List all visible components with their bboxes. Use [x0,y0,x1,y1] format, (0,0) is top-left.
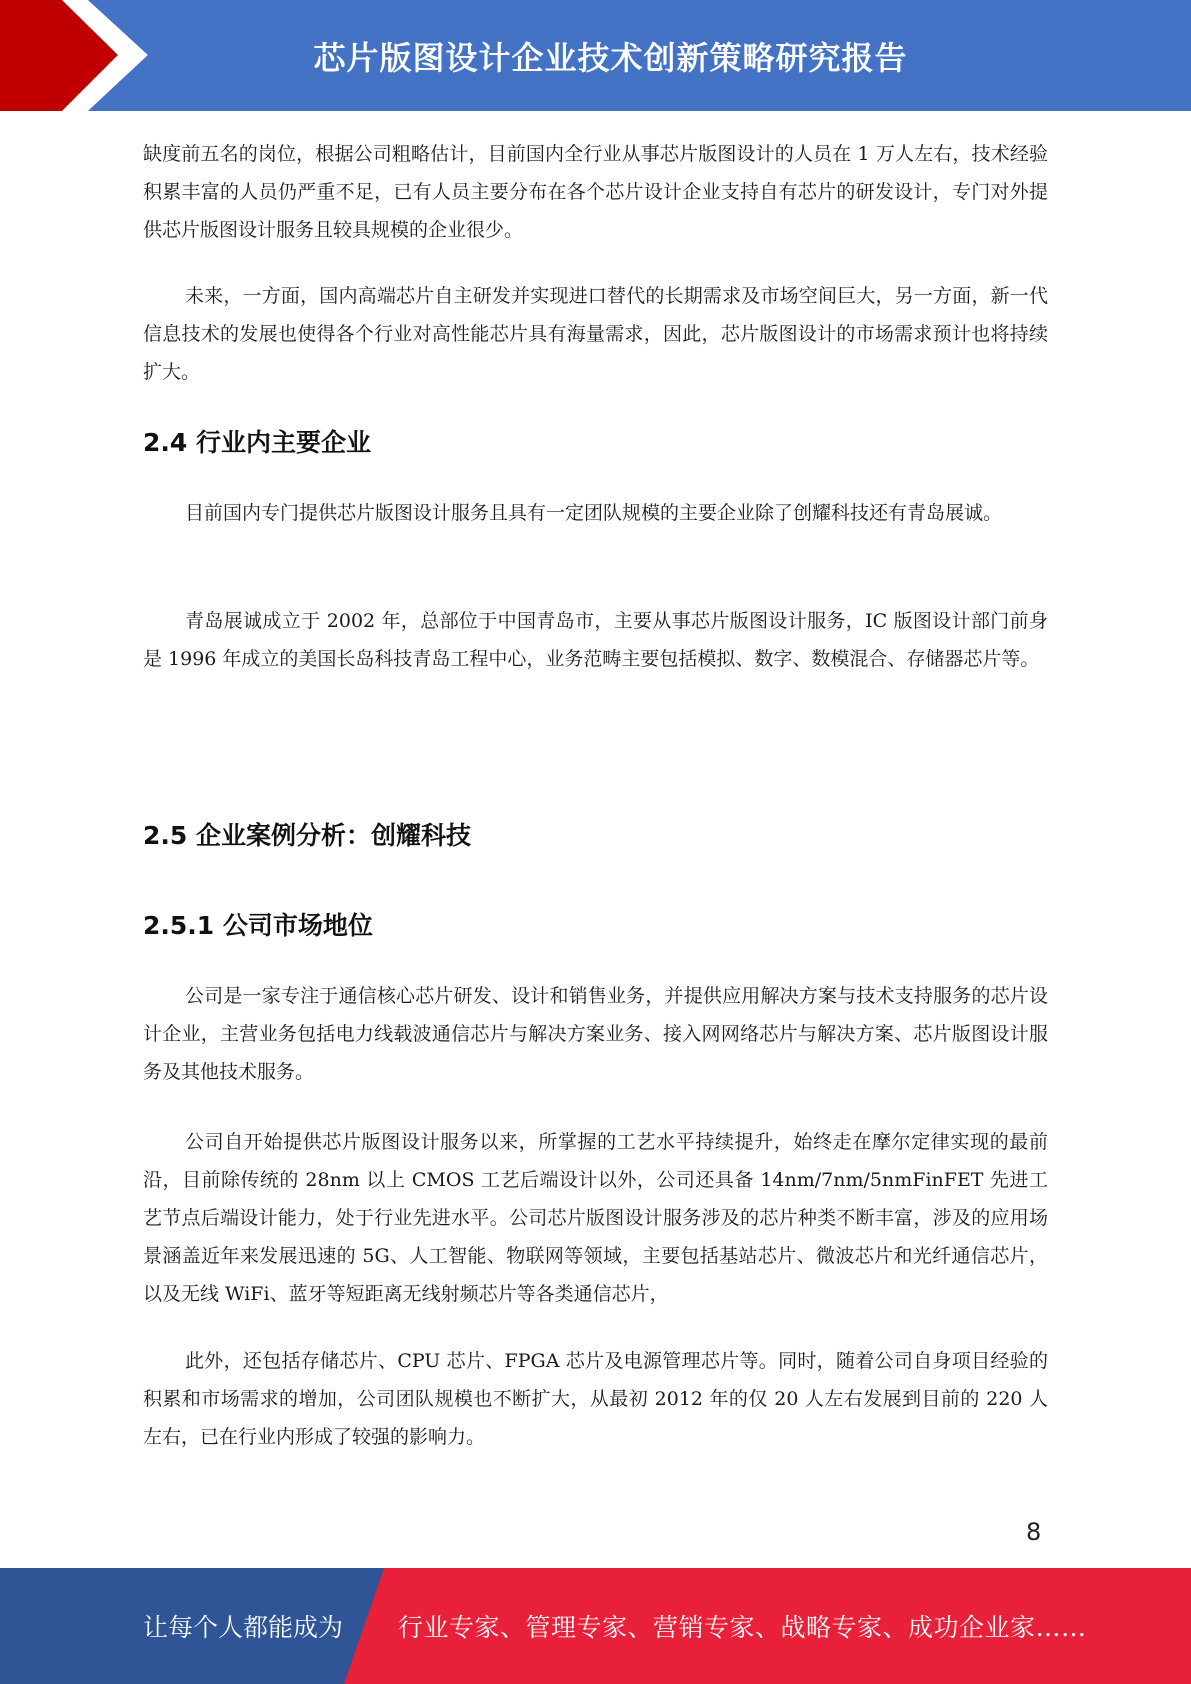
section-heading-2-4: 2.4 行业内主要企业 [143,428,371,457]
section-heading-2-5-1: 2.5.1 公司市场地位 [143,911,373,940]
header-banner [0,0,1191,111]
paragraph: 缺度前五名的岗位，根据公司粗略估计，目前国内全行业从事芯片版图设计的人员在 1 万人左右，技术经验积累丰富的人员仍严重不足，已有人员主要分布在各个芯片设计企业支持自有芯片的研发设计，专门对外提供芯片版图设计服务且较具规模的企业很少。 [143,143,1048,241]
paragraph: 此外，还包括存储芯片、CPU 芯片、FPGA 芯片及电源管理芯片等。同时，随着公司自身项目经验的积累和市场需求的增加，公司团队规模也不断扩大，从最初 2012 年的仅 20 人左右发展到目前的 220 人左右，已在行业内形成了较强的影响力。 [143,1350,1048,1448]
footer-slogan-left: 让每个人都能成为 [143,1613,344,1642]
paragraph: 公司自开始提供芯片版图设计服务以来，所掌握的工艺水平持续提升，始终走在摩尔定律实现的最前沿，目前除传统的 28nm 以上 CMOS 工艺后端设计以外，公司还具备 14nm/7nm/5nmFinFET 先进工艺节点后端设计能力，处于行业先进水平。公司芯片版图设计服务涉及的芯片种类不断丰富，涉及的应用场景涵盖近年来发展迅速的 5G、人工智能、物联网等领域，主要包括基站芯片、微波芯片和光纤通信芯片，以及无线 WiFi、蓝牙等短距离无线射频芯片等各类通信芯片， [143,1131,1048,1305]
footer-slogan-right: 行业专家、管理专家、营销专家、战略专家、成功企业家…… [398,1613,1087,1642]
paragraph: 目前国内专门提供芯片版图设计服务且具有一定团队规模的主要企业除了创耀科技还有青岛展诚。 [185,502,1003,524]
footer-banner [0,1568,1191,1684]
document-title: 芯片版图设计企业技术创新策略研究报告 [313,38,908,77]
section-heading-2-5: 2.5 企业案例分析：创耀科技 [143,821,471,850]
paragraph: 公司是一家专注于通信核心芯片研发、设计和销售业务，并提供应用解决方案与技术支持服务的芯片设计企业，主营业务包括电力线载波通信芯片与解决方案业务、接入网网络芯片与解决方案、芯片版图设计服务及其他技术服务。 [143,985,1048,1083]
paragraph: 青岛展诚成立于 2002 年，总部位于中国青岛市，主要从事芯片版图设计服务，IC 版图设计部门前身是 1996 年成立的美国长岛科技青岛工程中心，业务范畴主要包括模拟、数字、数模混合、存储器芯片等。 [143,610,1048,670]
paragraph: 未来，一方面，国内高端芯片自主研发并实现进口替代的长期需求及市场空间巨大，另一方面，新一代信息技术的发展也使得各个行业对高性能芯片具有海量需求，因此，芯片版图设计的市场需求预计也将持续扩大。 [143,285,1048,383]
page-number: 8 [1026,1518,1042,1546]
header-arrow-decoration [0,0,160,111]
